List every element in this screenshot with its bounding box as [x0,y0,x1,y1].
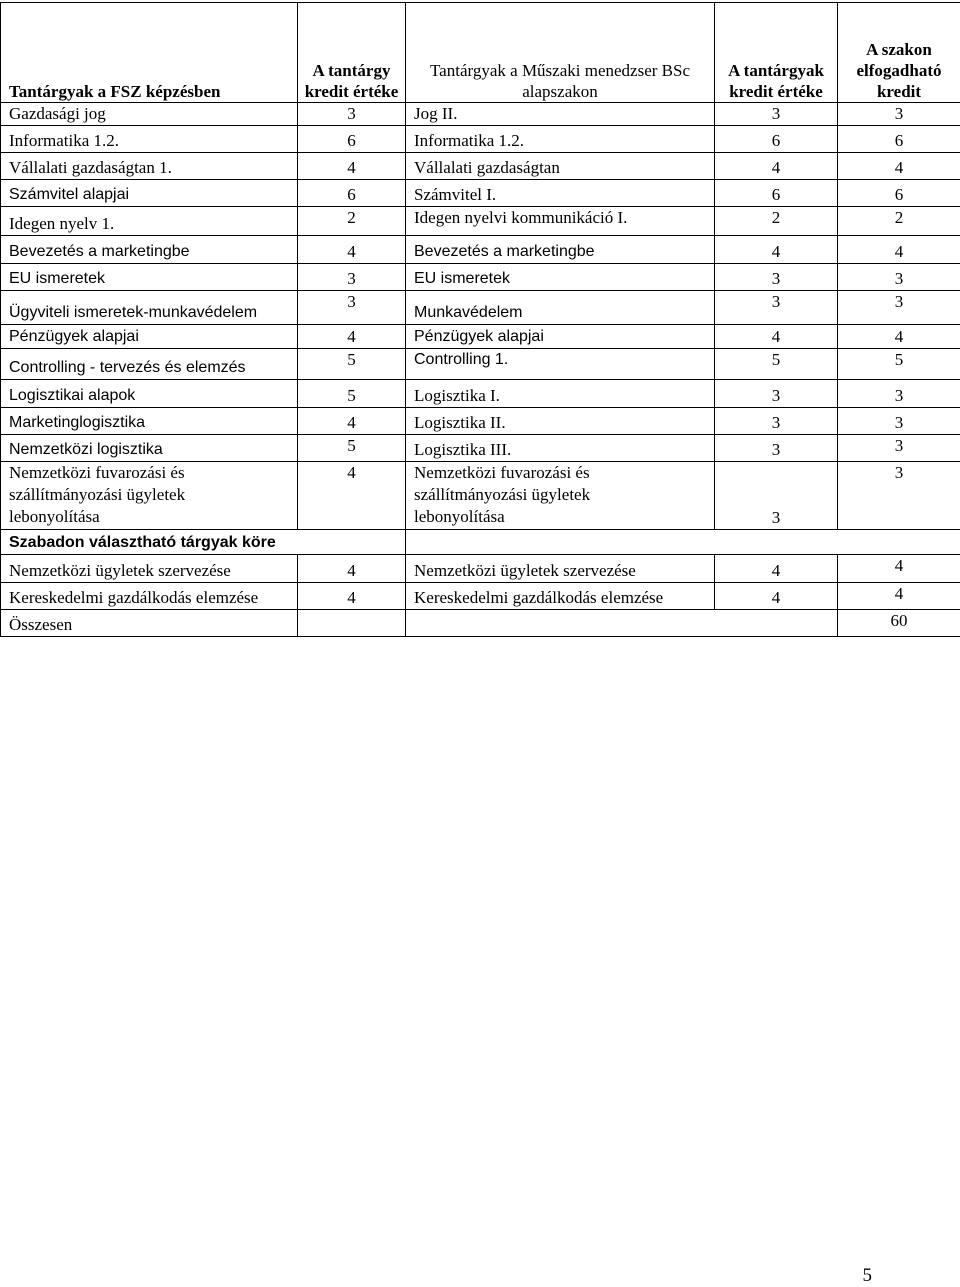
accepted-credit-cell: 3 [838,291,960,325]
bsc-credit-cell: 4 [715,555,838,583]
fsz-subject-cell: Nemzetközi fuvarozási és szállítmányozási ügyletek lebonyolítása [1,462,298,530]
header-fsz-credit: A tantárgy kredit értéke [298,3,406,103]
fsz-subject-cell: Számvitel alapjai [1,180,298,207]
bsc-subject-cell: Számvitel I. [406,180,715,207]
bsc-credit-cell: 2 [715,207,838,236]
bsc-credit-cell: 3 [715,408,838,435]
accepted-credit-cell: 5 [838,349,960,380]
accepted-credit-cell: 3 [838,380,960,408]
bsc-subject-cell: EU ismeretek [406,264,715,291]
elective-heading: Szabadon választható tárgyak köre [1,530,406,555]
fsz-subject-cell: Marketinglogisztika [1,408,298,435]
bsc-subject-cell: Jog II. [406,103,715,126]
bsc-subject-cell: Kereskedelmi gazdálkodás elemzése [406,583,715,610]
fsz-credit-cell: 4 [298,408,406,435]
table-row [1,236,960,264]
fsz-subject-cell: Ügyviteli ismeretek-munkavédelem [1,291,298,325]
bsc-credit-cell: 4 [715,325,838,349]
accepted-credit-cell: 4 [838,325,960,349]
fsz-credit-cell: 4 [298,153,406,180]
fsz-credit-cell: 2 [298,207,406,236]
bsc-credit-cell: 4 [715,583,838,610]
fsz-subject-cell: Nemzetközi logisztika [1,435,298,462]
fsz-credit-cell: 4 [298,583,406,610]
header-accepted-credit: A szakon elfogadható kredit [838,3,960,103]
bsc-credit-cell: 4 [715,153,838,180]
fsz-subject-cell: Bevezetés a marketingbe [1,236,298,264]
bsc-credit-cell: 3 [715,380,838,408]
total-label: Összesen [1,610,298,637]
bsc-subject-cell: Informatika 1.2. [406,126,715,153]
fsz-subject-cell: Kereskedelmi gazdálkodás elemzése [1,583,298,610]
bsc-credit-cell: 4 [715,236,838,264]
fsz-subject-cell: Idegen nyelv 1. [1,207,298,236]
fsz-credit-cell: 4 [298,236,406,264]
fsz-subject-cell: Logisztikai alapok [1,380,298,408]
bsc-subject-cell: Pénzügyek alapjai [406,325,715,349]
total-value: 60 [838,610,960,637]
table-row [1,291,960,325]
table-row [1,555,960,583]
fsz-credit-cell: 3 [298,264,406,291]
table-row [1,380,960,408]
accepted-credit-cell: 3 [838,264,960,291]
bsc-subject-cell: Logisztika II. [406,408,715,435]
fsz-credit-cell: 4 [298,325,406,349]
accepted-credit-cell: 6 [838,126,960,153]
table-header-row [1,3,960,103]
elective-heading-row [1,530,960,555]
bsc-subject-cell: Vállalati gazdaságtan [406,153,715,180]
table-row [1,349,960,380]
bsc-credit-cell: 3 [715,264,838,291]
fsz-subject-cell: Pénzügyek alapjai [1,325,298,349]
fsz-credit-cell: 5 [298,349,406,380]
fsz-credit-cell: 5 [298,435,406,462]
fsz-credit-cell: 3 [298,103,406,126]
table-row [1,207,960,236]
fsz-subject-cell: Gazdasági jog [1,103,298,126]
bsc-subject-cell: Idegen nyelvi kommunikáció I. [406,207,715,236]
accepted-credit-cell: 3 [838,435,960,462]
fsz-subject-cell: Controlling - tervezés és elemzés [1,349,298,380]
fsz-credit-cell: 3 [298,291,406,325]
accepted-credit-cell: 3 [838,462,960,530]
total-empty-cell [406,610,838,637]
table-row [1,325,960,349]
total-row [1,610,960,637]
header-bsc-subjects: Tantárgyak a Műszaki menedzser BSc alapszakon [406,3,715,103]
fsz-credit-cell: 5 [298,380,406,408]
credit-equivalence-table [0,2,960,637]
bsc-credit-cell: 6 [715,180,838,207]
table-row [1,408,960,435]
bsc-credit-cell: 6 [715,126,838,153]
fsz-credit-cell: 4 [298,555,406,583]
header-fsz-subjects: Tantárgyak a FSZ képzésben [1,3,298,103]
accepted-credit-cell: 6 [838,180,960,207]
accepted-credit-cell: 3 [838,103,960,126]
bsc-subject-cell: Nemzetközi fuvarozási és szállítmányozási ügyletek lebonyolítása [406,462,715,530]
accepted-credit-cell: 4 [838,555,960,583]
table-row [1,153,960,180]
page-number: 5 [863,1265,873,1287]
elective-heading-empty-cell [406,530,960,555]
bsc-subject-cell: Logisztika III. [406,435,715,462]
accepted-credit-cell: 4 [838,236,960,264]
fsz-credit-cell: 6 [298,180,406,207]
bsc-subject-cell: Bevezetés a marketingbe [406,236,715,264]
bsc-subject-cell: Controlling 1. [406,349,715,380]
bsc-credit-cell: 3 [715,435,838,462]
table-row [1,583,960,610]
fsz-subject-cell: Informatika 1.2. [1,126,298,153]
bsc-credit-cell: 5 [715,349,838,380]
accepted-credit-cell: 4 [838,583,960,610]
bsc-subject-cell: Munkavédelem [406,291,715,325]
accepted-credit-cell: 2 [838,207,960,236]
table-row [1,462,960,530]
table-row [1,126,960,153]
bsc-subject-cell: Logisztika I. [406,380,715,408]
fsz-subject-cell: EU ismeretek [1,264,298,291]
table-row [1,264,960,291]
bsc-credit-cell: 3 [715,462,838,530]
fsz-subject-cell: Nemzetközi ügyletek szervezése [1,555,298,583]
fsz-subject-cell: Vállalati gazdaságtan 1. [1,153,298,180]
accepted-credit-cell: 3 [838,408,960,435]
header-bsc-credit: A tantárgyak kredit értéke [715,3,838,103]
bsc-subject-cell: Nemzetközi ügyletek szervezése [406,555,715,583]
fsz-credit-cell: 6 [298,126,406,153]
accepted-credit-cell: 4 [838,153,960,180]
bsc-credit-cell: 3 [715,103,838,126]
fsz-credit-cell: 4 [298,462,406,530]
total-empty-cell [298,610,406,637]
table-row [1,435,960,462]
table-row [1,180,960,207]
bsc-credit-cell: 3 [715,291,838,325]
table-row [1,103,960,126]
